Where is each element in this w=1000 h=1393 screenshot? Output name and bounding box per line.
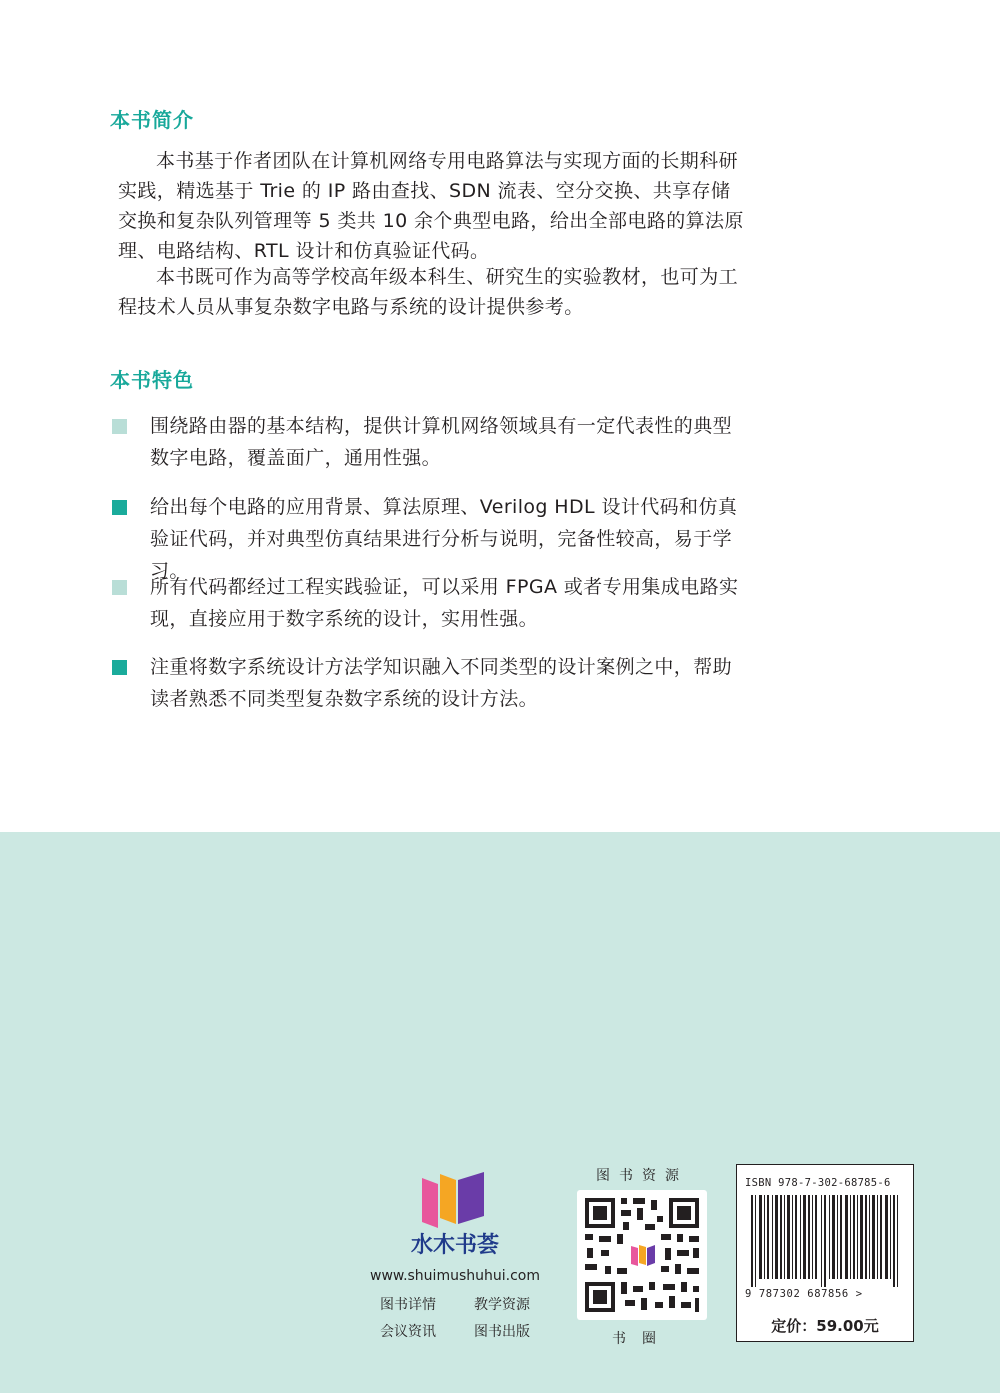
publisher-brand: 水木书荟: [410, 1232, 499, 1258]
qr-code-icon: [577, 1190, 707, 1320]
publisher-website[interactable]: www.shuimushuhui.com: [370, 1268, 540, 1284]
link-book-publishing[interactable]: 图书出版: [474, 1324, 530, 1340]
qr-code[interactable]: [577, 1190, 707, 1320]
barcode-icon: [749, 1195, 901, 1287]
feature-text: 注重将数字系统设计方法学知识融入不同类型的设计案例之中，帮助读者熟悉不同类型复杂数字系统的设计方法。: [150, 656, 733, 710]
qr-title: 图书资源: [596, 1168, 688, 1184]
square-bullet-icon: [112, 419, 127, 434]
qr-caption: 书圈: [612, 1331, 672, 1347]
feature-text: 所有代码都经过工程实践验证，可以采用 FPGA 或者专用集成电路实现，直接应用于数字系统的设计，实用性强。: [150, 576, 739, 630]
isbn-text: ISBN 978-7-302-68785-6: [745, 1177, 891, 1189]
features-title: 本书特色: [110, 368, 194, 392]
feature-text: 给出每个电路的应用背景、算法原理、Verilog HDL 设计代码和仿真验证代码，并对典型仿真结果进行分析与说明，完备性较高，易于学习。: [150, 496, 738, 582]
price-label: 定价：59.00元: [771, 1317, 879, 1335]
square-bullet-icon: [112, 660, 127, 675]
intro-paragraph-1: 本书基于作者团队在计算机网络专用电路算法与实现方面的长期科研实践，精选基于 Trie 的 IP 路由查找、SDN 流表、空分交换、共享存储交换和复杂队列管理等 5 类共 10 余个典型电路，给出全部电路的算法原理、电路结构、RTL 设计和仿真验证代码。: [118, 150, 744, 262]
square-bullet-icon: [112, 580, 127, 595]
isbn-barcode-panel: [736, 1164, 914, 1342]
square-bullet-icon: [112, 500, 127, 515]
publisher-links-row: [380, 1321, 530, 1341]
book-logo-icon: [420, 1170, 486, 1228]
intro-title: 本书简介: [110, 108, 194, 132]
link-conference-news[interactable]: 会议资讯: [380, 1324, 436, 1340]
link-teaching-resources[interactable]: 教学资源: [474, 1297, 530, 1313]
link-book-details[interactable]: 图书详情: [380, 1297, 436, 1313]
feature-text: 围绕路由器的基本结构，提供计算机网络领域具有一定代表性的典型数字电路，覆盖面广，通用性强。: [150, 415, 733, 469]
intro-paragraph-2: 本书既可作为高等学校高年级本科生、研究生的实验教材，也可为工程技术人员从事复杂数字电路与系统的设计提供参考。: [118, 266, 739, 318]
publisher-links-row: [380, 1294, 530, 1314]
barcode-digits: 9 787302 687856 >: [745, 1288, 863, 1300]
